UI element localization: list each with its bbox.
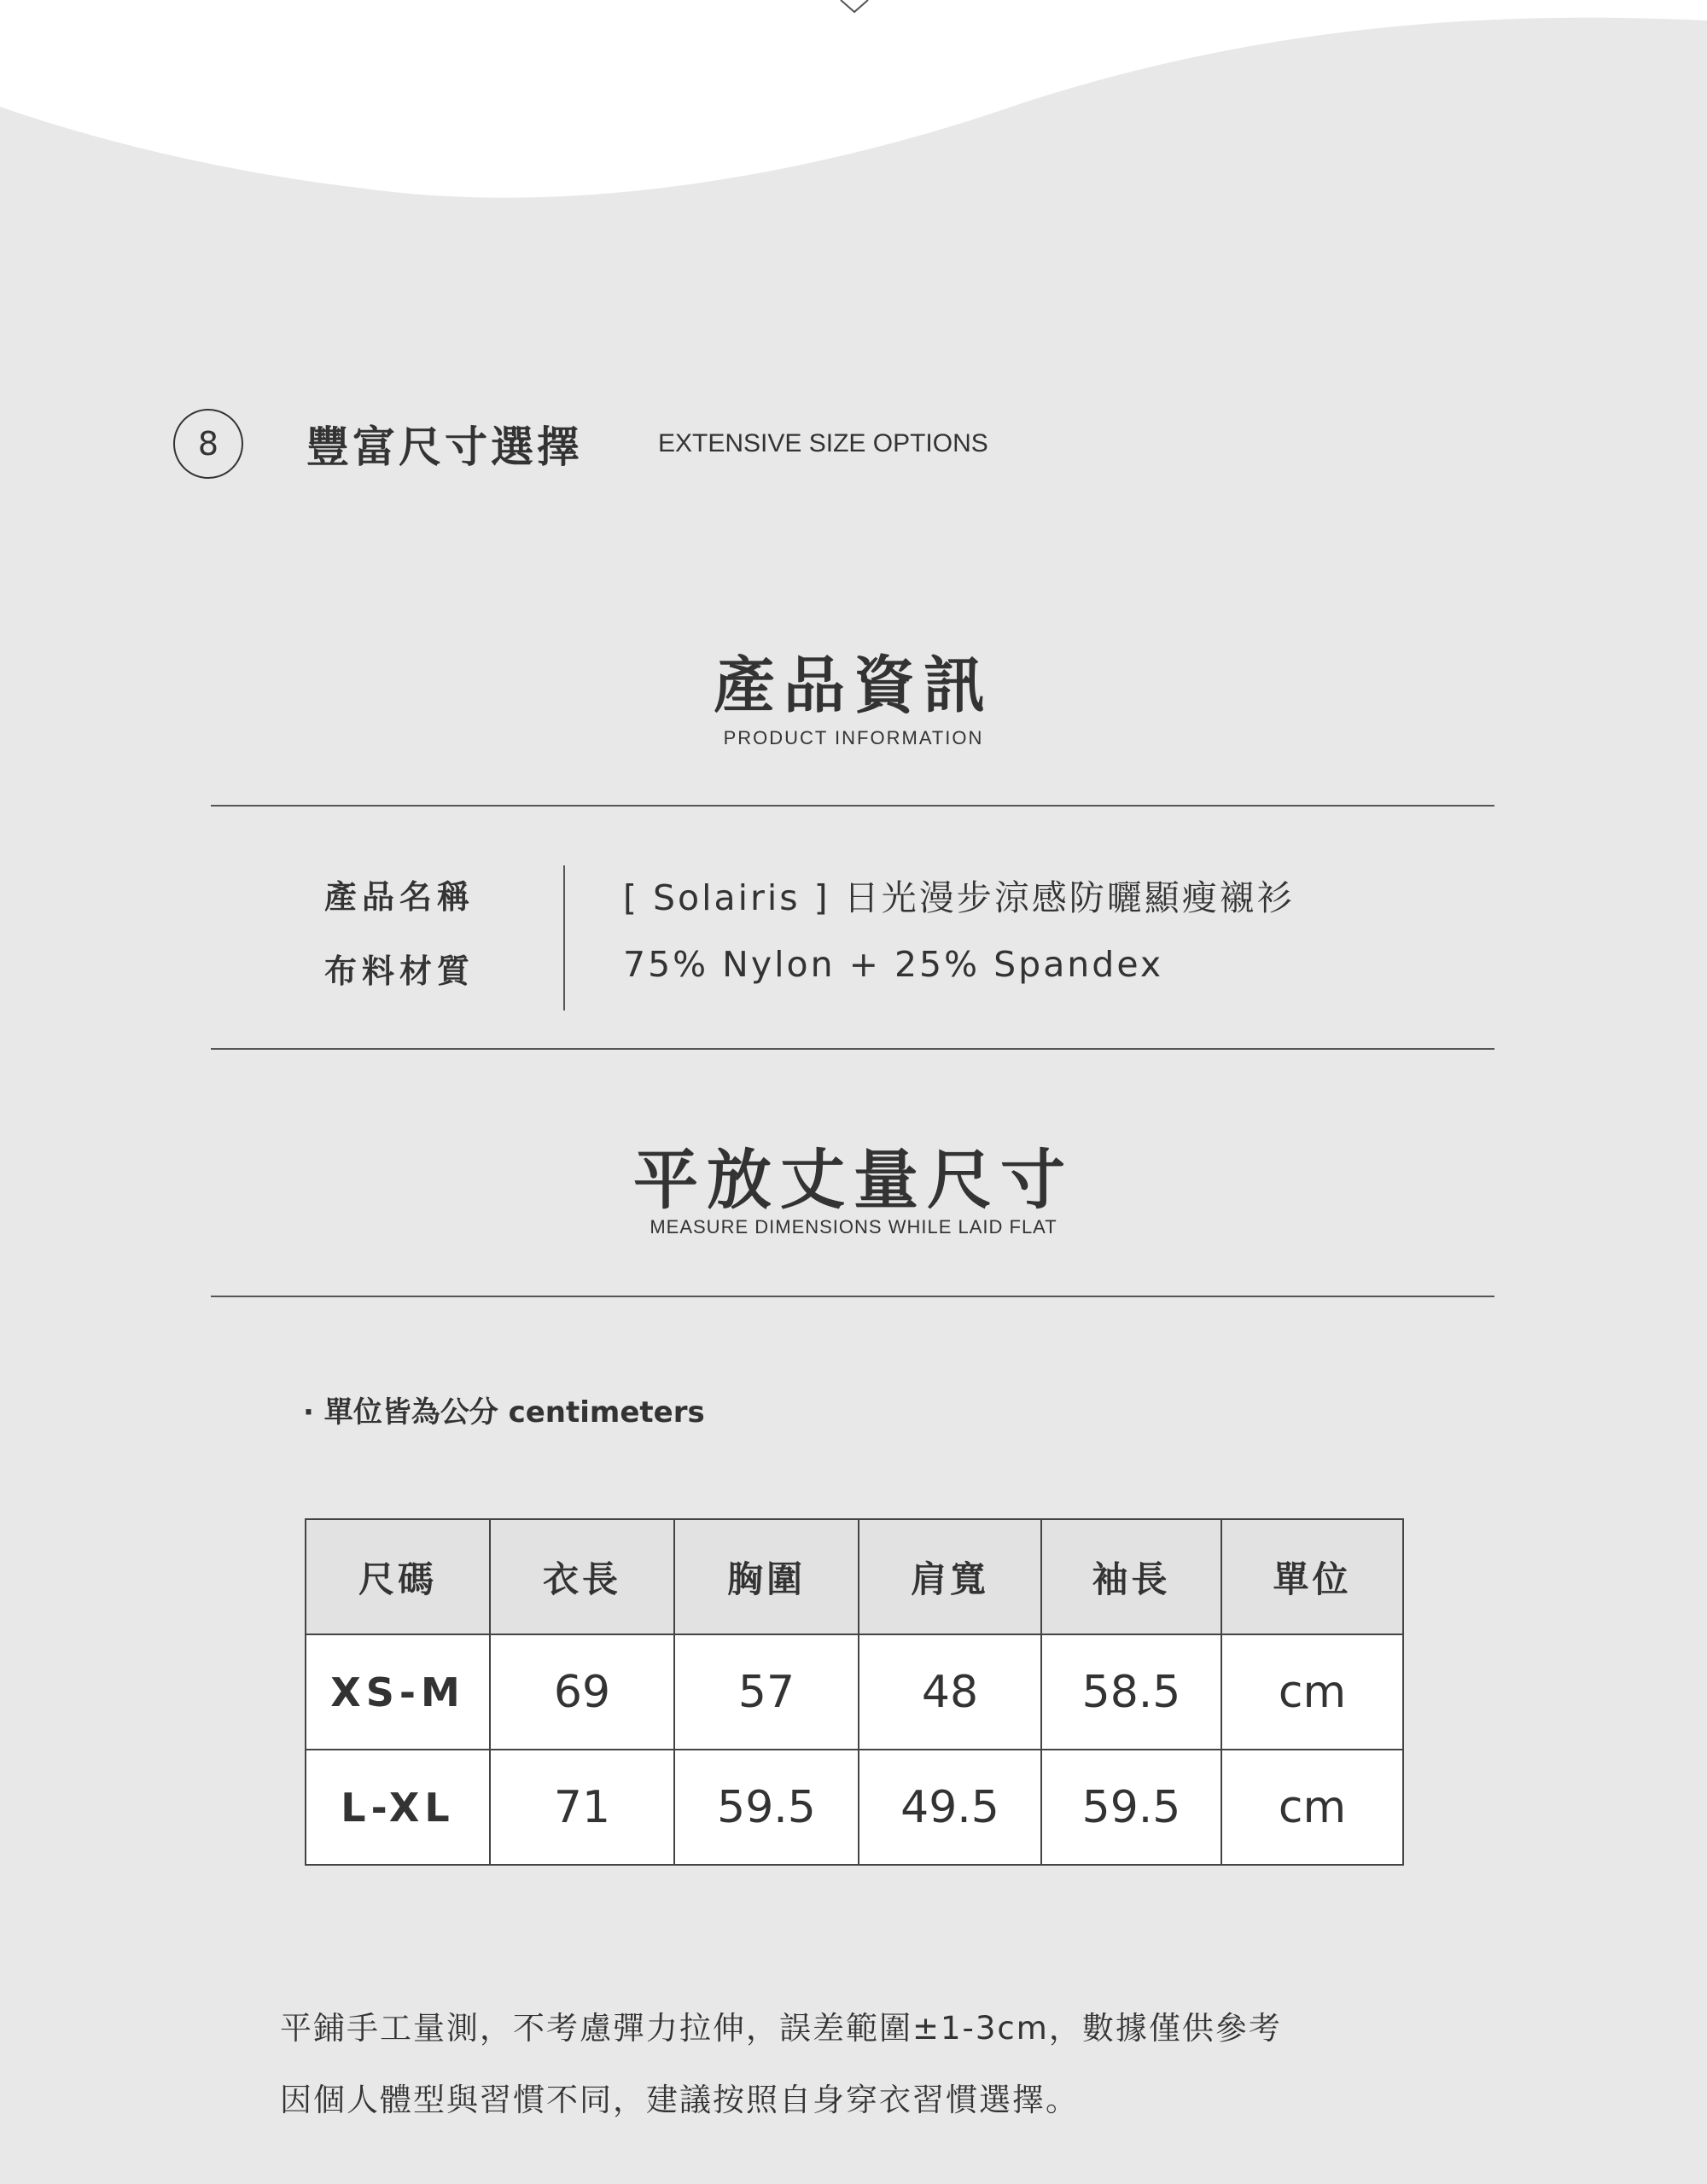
header-sleeve: 袖長 [1041,1519,1221,1634]
info-vertical-divider [563,865,565,1010]
section-subtitle: EXTENSIVE SIZE OPTIONS [658,429,988,457]
length-cell: 69 [490,1634,674,1750]
chest-cell: 57 [674,1634,859,1750]
header-length: 衣長 [490,1519,674,1634]
unit-note: · 單位皆為公分 centimeters [303,1395,705,1430]
divider-line [211,805,1494,807]
divider-line [211,1296,1494,1297]
chest-cell: 59.5 [674,1750,859,1865]
table-row [306,1634,1403,1750]
divider-line [211,1048,1494,1050]
product-name-value: [ Solairis ] 日光漫步涼感防曬顯瘦襯衫 [623,877,1295,918]
unit-cell: cm [1221,1750,1403,1865]
measure-subtitle: MEASURE DIMENSIONS WHILE LAID FLAT [650,1216,1057,1238]
top-wave-shape [0,0,1707,222]
size-cell: XS-M [306,1634,490,1750]
section-number-badge: 8 [173,409,243,479]
sleeve-cell: 58.5 [1041,1634,1221,1750]
section-title: 豐富尺寸選擇 [306,422,583,472]
footnote-measurement: 平鋪手工量測，不考慮彈力拉伸，誤差範圍±1-3cm，數據僅供參考 [280,2010,1282,2047]
product-info-subtitle: PRODUCT INFORMATION [723,727,984,748]
product-name-label: 產品名稱 [324,878,475,916]
fabric-label: 布料材質 [324,952,475,990]
header-shoulder: 肩寬 [859,1519,1041,1634]
measure-title: 平放丈量尺寸 [633,1142,1074,1218]
length-cell: 71 [490,1750,674,1865]
size-table [305,1518,1404,1866]
header-size: 尺碼 [306,1519,490,1634]
header-unit: 單位 [1221,1519,1403,1634]
footnote-advice: 因個人體型與習慣不同，建議按照自身穿衣習慣選擇。 [280,2082,1079,2118]
unit-cell: cm [1221,1634,1403,1750]
sleeve-cell: 59.5 [1041,1750,1221,1865]
size-cell: L-XL [306,1750,490,1865]
shoulder-cell: 48 [859,1634,1041,1750]
shoulder-cell: 49.5 [859,1750,1041,1865]
table-row [306,1750,1403,1865]
header-chest: 胸圍 [674,1519,859,1634]
table-header-row [306,1519,1403,1634]
product-info-title: 產品資訊 [713,649,993,721]
section-header [173,408,988,480]
fabric-value: 75% Nylon + 25% Spandex [623,944,1164,985]
